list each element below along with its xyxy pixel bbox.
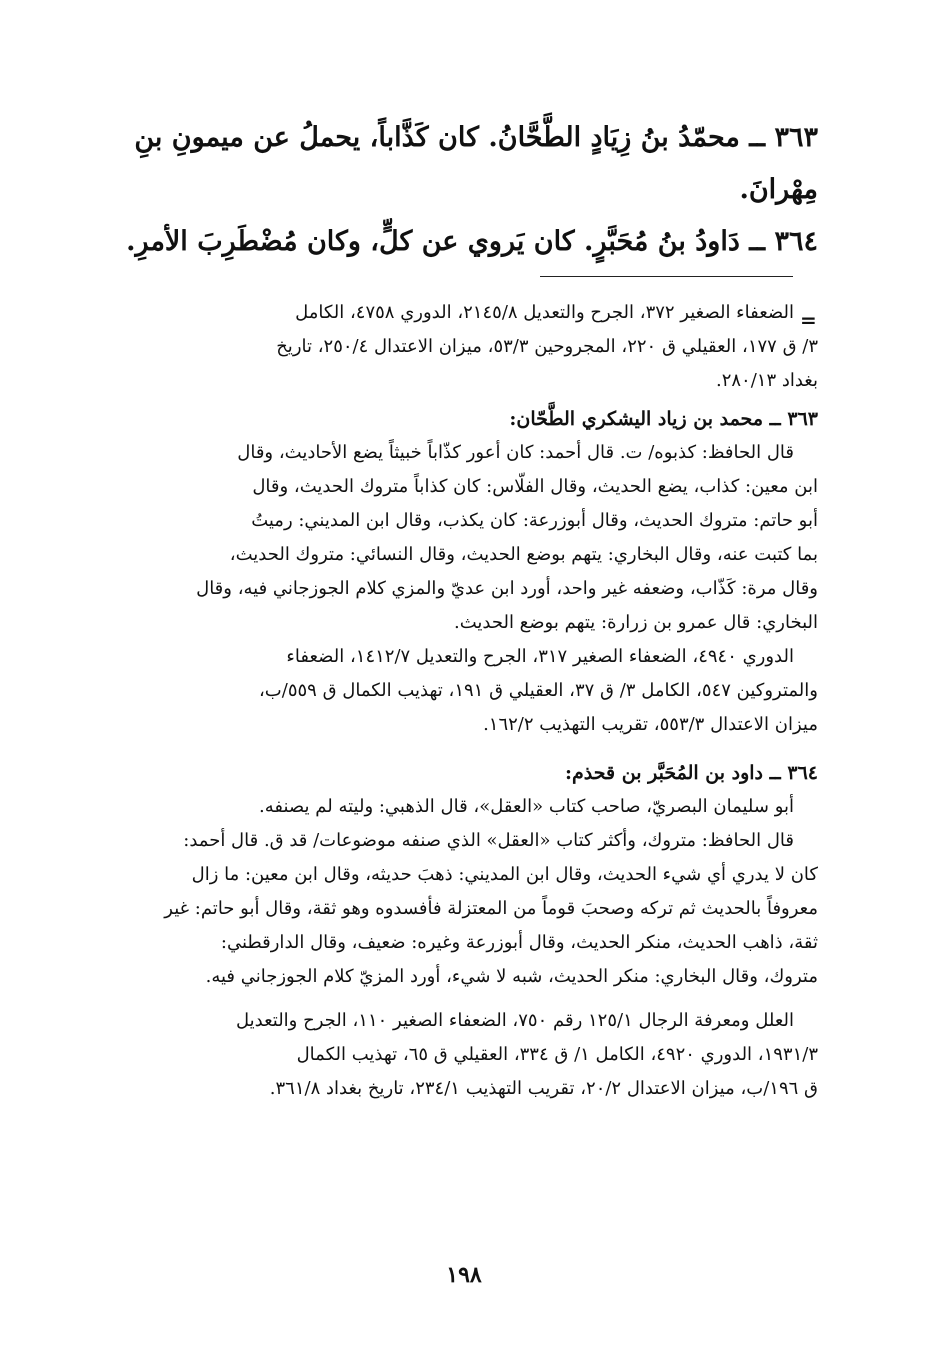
main-text: [103, 112, 818, 268]
note-line: ١٩٣١/٣، الدوري ٤٩٢٠، الكامل ١/ ق ٣٣٤، العقيلي ق ٦٥، تهذيب الكمال: [296, 1044, 818, 1065]
entry-364-line1: ٣٦٤ ــ دَاودُ بنُ مُحَبَّرٍ. كان يَروي عن كلٍّ، وكان مُضْطَرِبَ الأمرِ.: [126, 226, 818, 257]
footnotes: [108, 296, 818, 1106]
note-line: العلل ومعرفة الرجال ١٢٥/١ رقم ٧٥٠، الضعفاء الصغير ١١٠، الجرح والتعديل: [235, 1010, 794, 1031]
note-line: بما كتبت عنه، وقال البخاري: يتهم بوضع الحديث، وقال النسائي: متروك الحديث،: [229, 544, 818, 565]
note-line: الدوري ٤٩٤٠، الضعفاء الصغير ٣١٧، الجرح والتعديل ١٤١٢/٧، الضعفاء: [286, 646, 794, 667]
note-line: معروفاً بالحديث ثم تركه وصحبَ قوماً من المعتزلة فأفسدوه وهو ثقة، وقال أبو حاتم: غير: [164, 898, 818, 919]
note-line: متروك، وقال البخاري: منكر الحديث، شبه لا شيء، أورد المزيّ كلام الجوزجاني فيه.: [205, 966, 818, 987]
note-line: كان لا يدري أي شيء الحديث، وقال ابن المديني: ذهبَ حديثه، وقال ابن معين: ما زال: [191, 864, 818, 885]
note-line: ميزان الاعتدال ٥٥٣/٣، تقريب التهذيب ١٦٢/٢.: [483, 714, 818, 735]
footnote-continuation-marker: =: [800, 308, 817, 332]
entry-363-line1: ٣٦٣ ــ محمّدُ بنُ زِيَادٍ الطَّحَّانُ. كان كَذَّاباً، يحملُ عن ميمونِ بنِ: [134, 122, 818, 153]
note-line: قال الحافظ: متروك، وأكثر كتاب «العقل» الذي صنفه موضوعات/ قد ق. قال أحمد:: [183, 830, 794, 851]
note-line: أبو سليمان البصريّ، صاحب كتاب «العقل»، قال الذهبي: وليته لم يصنفه.: [259, 796, 794, 817]
note-line: الضعفاء الصغير ٣٧٢، الجرح والتعديل ٢١٤٥/٨، الدوري ٤٧٥٨، الكامل: [295, 302, 794, 323]
note-line: ثقة، ذاهب الحديث، منكر الحديث، وقال أبوزرعة وغيره: ضعيف، وقال الدارقطني:: [220, 932, 818, 953]
note-line: أبو حاتم: متروك الحديث، وقال أبوزرعة: كان يكذب، وقال ابن المديني: رميتُ: [251, 510, 818, 531]
note-line: وقال مرة: كَذّاب، وضعفه غير واحد، أورد ابن عديّ والمزي كلام الجوزجاني فيه، وقال: [196, 578, 818, 599]
note-heading-363: ٣٦٣ ــ محمد بن زياد اليشكري الطَّحّان:: [509, 408, 818, 430]
note-line: ابن معين: كذاب، يضع الحديث، وقال الفلّاس: كان كذاباً متروك الحديث، وقال: [252, 476, 818, 497]
note-line: ٣/ ق ١٧٧، العقيلي ق ٢٢٠، المجروحين ٥٣/٣، ميزان الاعتدال ٢٥٠/٤، تاريخ: [276, 336, 818, 357]
note-line: بغداد ٢٨٠/١٣.: [715, 370, 818, 391]
note-heading-364: ٣٦٤ ــ داود بن المُحَبَّر بن قحذم:: [565, 762, 818, 784]
entry-363-line2: مِهْرانَ.: [739, 174, 818, 205]
page-number: ١٩٨: [446, 1262, 482, 1288]
note-line: البخاري: قال عمرو بن زرارة: يتهم بوضع الحديث.: [454, 612, 818, 633]
note-line: ق ١٩٦/ب، ميزان الاعتدال ٢٠/٢، تقريب التهذيب ٢٣٤/١، تاريخ بغداد ٣٦١/٨.: [269, 1078, 818, 1099]
note-line: والمتروكين ٥٤٧، الكامل ٣/ ق ٣٧، العقيلي ق ١٩١، تهذيب الكمال ق ٥٥٩/ب،: [259, 680, 818, 701]
note-line: قال الحافظ: كذبوه/ ت. قال أحمد: كان أعور كذّاباً خبيثاً يضع الأحاديث، وقال: [237, 442, 794, 463]
footnote-separator: [540, 276, 793, 277]
